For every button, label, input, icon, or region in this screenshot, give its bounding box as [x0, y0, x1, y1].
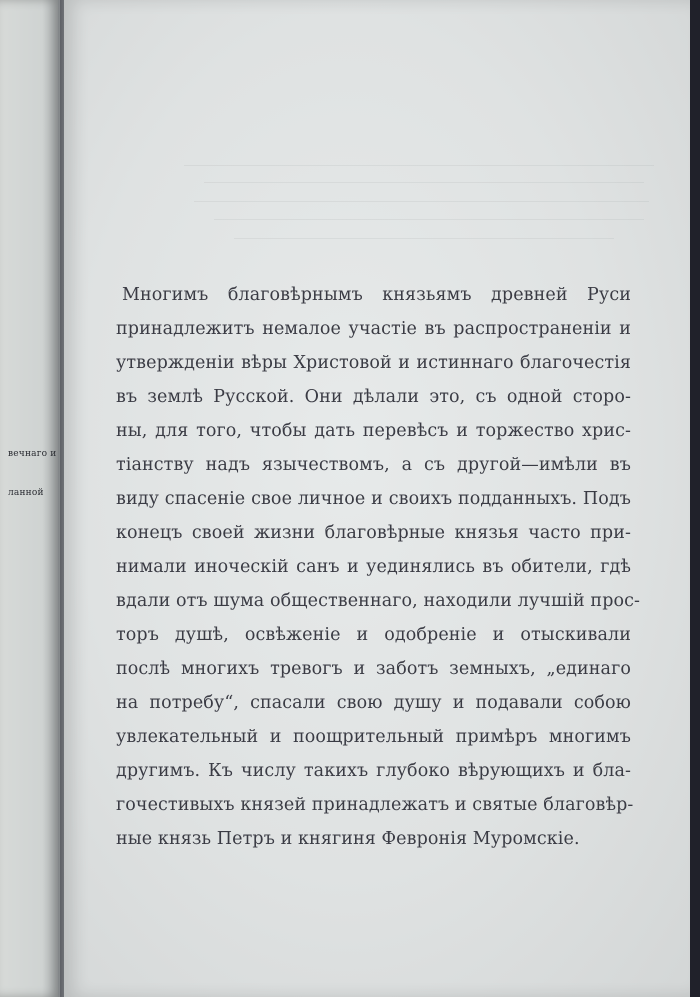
- text-line: увлекательный и поощрительный примѣръ многимъ: [116, 727, 631, 747]
- left-page-fragment-2: ланной: [8, 488, 44, 498]
- text-line: виду спасеніе свое личное и своихъ подданныхъ. Подъ: [116, 489, 631, 509]
- text-line: утвержденіи вѣры Христовой и истиннаго благочестія: [116, 353, 631, 373]
- text-line: Многимъ благовѣрнымъ князьямъ древней Руси: [122, 285, 631, 305]
- text-line: торъ душѣ, освѣженіе и одобреніе и отыскивали: [116, 625, 631, 645]
- text-line: тіанству надъ язычествомъ, а съ другой—имѣли въ: [116, 455, 631, 475]
- text-line: въ землѣ Русской. Они дѣлали это, съ одной сторо-: [116, 387, 631, 407]
- left-page-fragment-1: вечнаго и: [8, 449, 57, 459]
- text-line: послѣ многихъ тревогъ и заботъ земныхъ, „единаго: [116, 659, 631, 679]
- text-line: конецъ своей жизни благовѣрные князья часто при-: [116, 523, 631, 543]
- text-line: вдали отъ шума общественнаго, находили лучшій прос-: [116, 591, 641, 611]
- text-line: на потребу“, спасали свою душу и подавали собою: [116, 693, 631, 713]
- text-line: нимали иноческій санъ и уединялись въ обители, гдѣ: [116, 557, 631, 577]
- text-line: ные князь Петръ и княгиня Февронія Муромскіе.: [116, 829, 580, 849]
- text-line: другимъ. Къ числу такихъ глубоко вѣрующихъ и бла-: [116, 761, 631, 781]
- text-line: гочестивыхъ князей принадлежатъ и святые благовѣр-: [116, 795, 634, 815]
- text-line: ны, для того, чтобы дать перевѣсъ и торжество хрис-: [116, 421, 631, 441]
- text-line: принадлежитъ немалое участіе въ распространеніи и: [116, 319, 631, 339]
